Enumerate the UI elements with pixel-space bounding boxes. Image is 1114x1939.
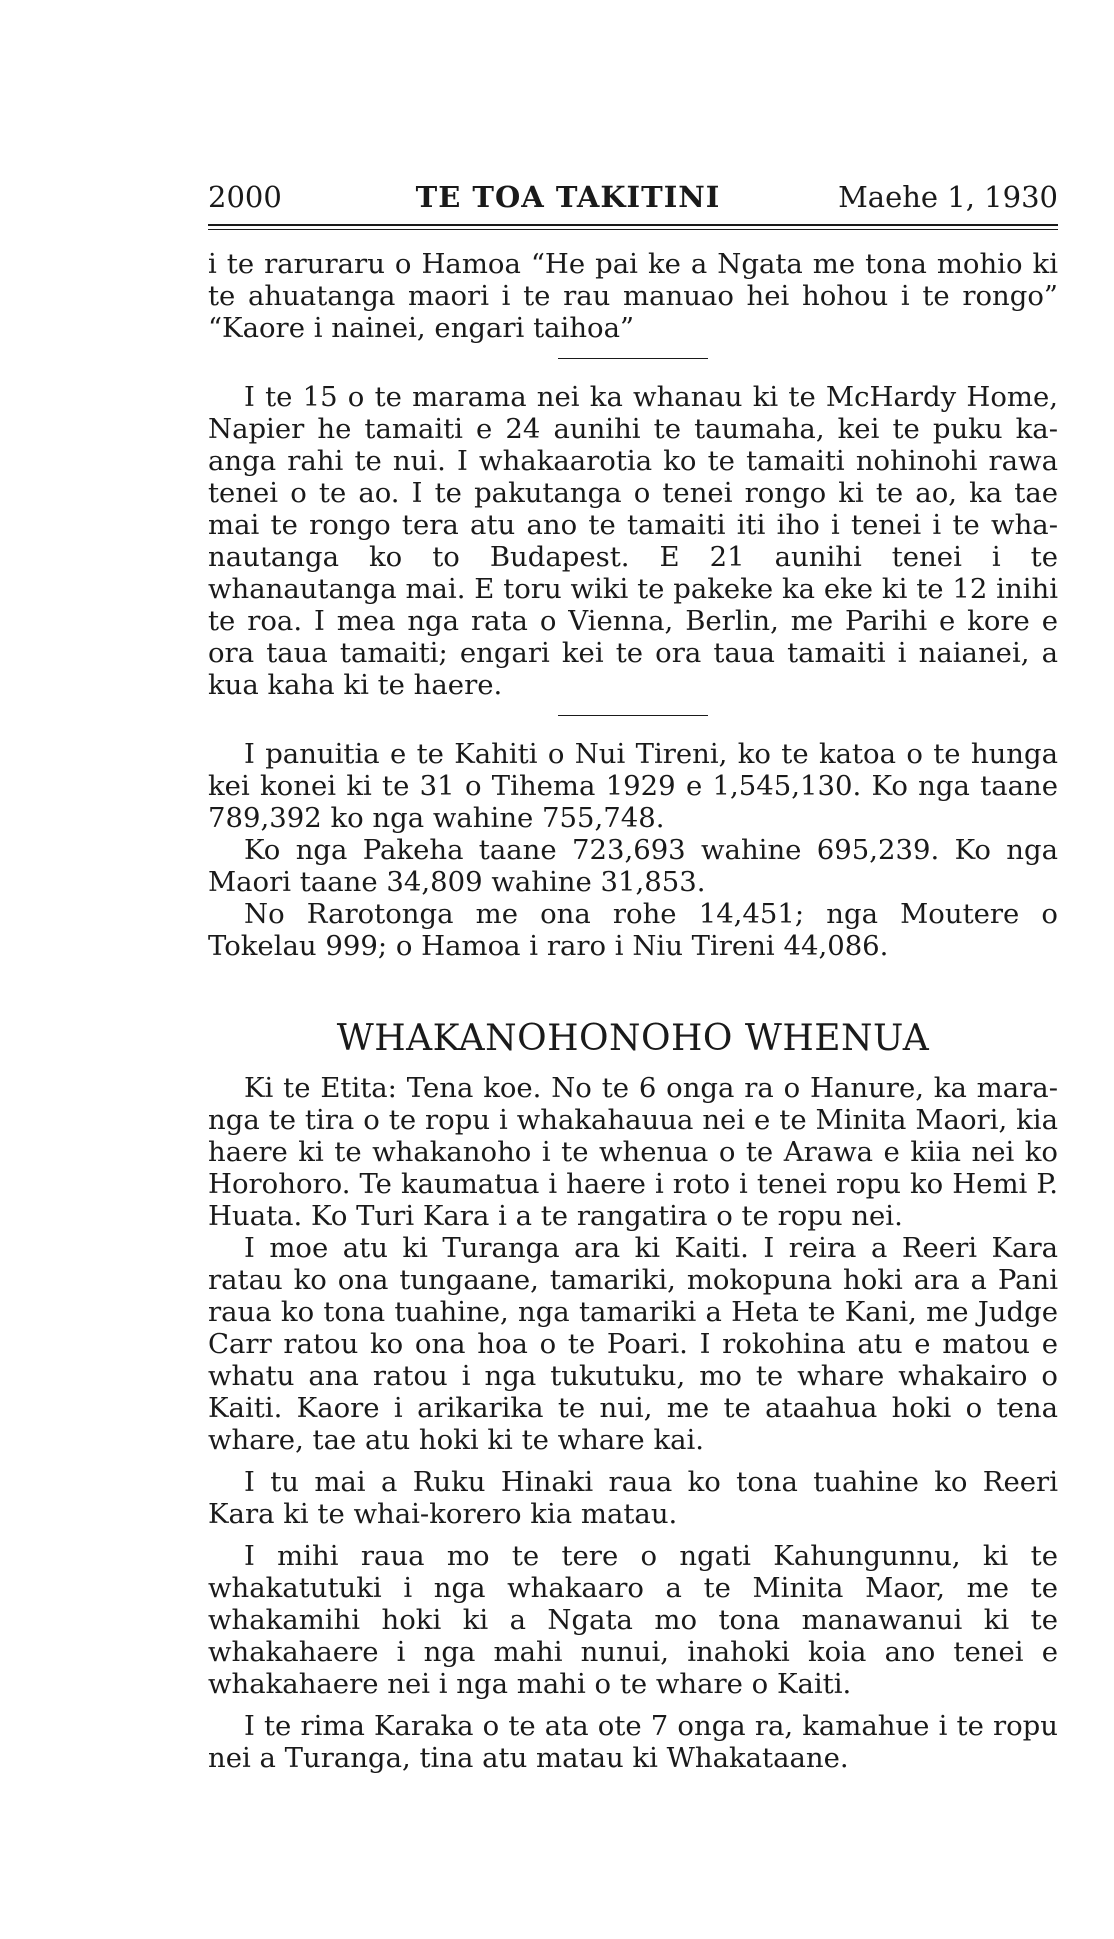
section-divider <box>558 715 708 716</box>
paragraph-baby: I te 15 o te marama nei ka whanau ki te McHardy Home, Napier he tamaiti e 24 aunihi te taumaha, kei te puku kaanga rahi te nui. I whakaarotia ko te tamaiti nohinohi rawa tenei o te ao. I te pakutanga o tenei rongo ki te ao, ka tae mai te rongo tera atu ano te tamaiti iti iho i tenei i te whanautanga ko to Budapest. E 21 aunihi tenei i te whanautanga mai. E toru wiki te pakeke ka eke ki te 12 inihi te roa. I mea nga rata o Vienna, Berlin, me Parihi e kore e ora taua tamaiti; engari kei te ora taua tamaiti i naianei, a kua kaha ki te haere. <box>208 381 1058 701</box>
paragraph-census-total: I panuitia e te Kahiti o Nui Tireni, ko te katoa o te hunga kei konei ki te 31 o Tihema 1929 e 1,545,130. Ko nga taane 789,392 ko nga wahine 755,748. <box>208 738 1058 834</box>
paragraph-census-islands: No Rarotonga me ona rohe 14,451; nga Moutere o Tokelau 999; o Hamoa i raro i Niu Tireni 44,086. <box>208 898 1058 962</box>
paragraph-samoa: i te raruraru o Hamoa “He pai ke a Ngata me tona mohio ki te ahuatanga maori i te rau manuao hei hohou i te rongo” “Kaore i nainei, engari taihoa” <box>208 248 1058 344</box>
page-header <box>208 180 1058 214</box>
paragraph-census-pakeha-maori: Ko nga Pakeha taane 723,693 wahine 695,239. Ko nga Maori taane 34,809 wahine 31,853. <box>208 834 1058 898</box>
publication-title: TE TOA TAKITINI <box>415 180 721 214</box>
header-rule <box>208 224 1058 230</box>
section-paragraph: I te rima Karaka o te ata ote 7 onga ra, kamahue i te ropu nei a Turanga, tina atu matau ki Whakataane. <box>208 1710 1058 1774</box>
document-page <box>208 180 1058 1774</box>
issue-date: Maehe 1, 1930 <box>838 180 1058 214</box>
article-body <box>208 248 1058 1774</box>
section-divider <box>558 358 708 359</box>
section-heading: WHAKANOHONOHO WHENUA <box>336 1018 930 1059</box>
section-paragraph: I moe atu ki Turanga ara ki Kaiti. I reira a Reeri Kara ratau ko ona tungaane, tamariki, mokopuna hoki ara a Pani raua ko tona tuahine, nga tamariki a Heta te Kani, me Judge Carr ratou ko ona hoa o te Poari. I rokohina atu e matou e whatu ana ratou i nga tukutuku, mo te whare whakairo o Kaiti. Kaore i arikarika te nui, me te ataahua hoki o tena whare, tae atu hoki ki te whare kai. <box>208 1232 1058 1456</box>
section-paragraph: I tu mai a Ruku Hinaki raua ko tona tuahine ko Reeri Kara ki te whai-korero kia matau. <box>208 1466 1058 1530</box>
section-paragraph: I mihi raua mo te tere o ngati Kahungunnu, ki te whakatutuki i nga whakaaro a te Minita Maor, me te whakamihi hoki ki a Ngata mo tona manawanui ki te whakahaere i nga mahi nunui, inahoki koia ano tenei e whakahaere nei i nga mahi o te whare o Kaiti. <box>208 1540 1058 1700</box>
section-paragraph: Ki te Etita: Tena koe. No te 6 onga ra o Hanure, ka maranga te tira o te ropu i whakahauua nei e te Minita Maori, kia haere ki te whakanoho i te whenua o te Arawa e kiia nei ko Horohoro. Te kaumatua i haere i roto i tenei ropu ko Hemi P. Huata. Ko Turi Kara i a te rangatira o te ropu nei. <box>208 1072 1058 1232</box>
page-number: 2000 <box>208 180 282 214</box>
